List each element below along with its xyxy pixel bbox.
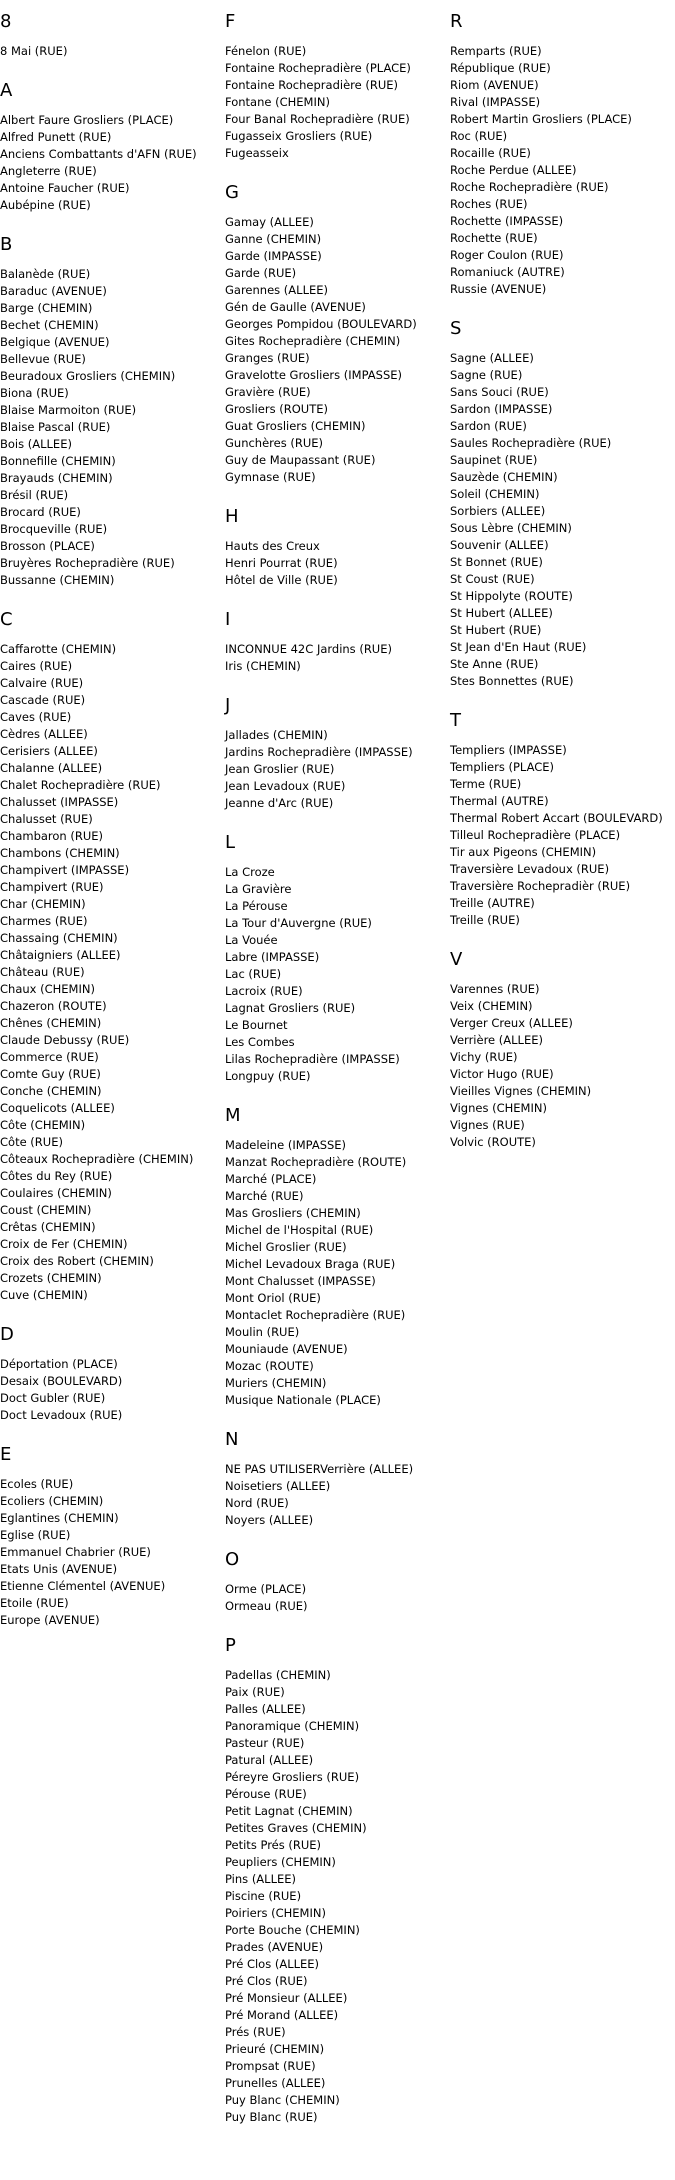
section-letter-heading: J xyxy=(225,695,231,716)
street-link[interactable]: Caffarotte (CHEMIN) xyxy=(0,642,117,656)
letter-section xyxy=(225,831,449,1085)
street-link[interactable]: Traversière Rochepradièr (RUE) xyxy=(450,879,631,893)
street-link[interactable]: Madeleine (IMPASSE) xyxy=(225,1138,347,1152)
street-link[interactable]: Caves (RUE) xyxy=(0,710,72,724)
street-link[interactable]: Stes Bonnettes (RUE) xyxy=(450,674,574,688)
section-letter-heading: F xyxy=(225,11,236,32)
letter-section xyxy=(0,1443,224,1629)
street-link[interactable]: Gén de Gaulle (AVENUE) xyxy=(225,300,366,314)
street-link[interactable]: Puy Blanc (RUE) xyxy=(225,2110,318,2124)
street-link[interactable]: Chassaing (CHEMIN) xyxy=(0,931,118,945)
street-link[interactable]: St Bonnet (RUE) xyxy=(450,555,543,569)
street-link[interactable]: Brésil (RUE) xyxy=(0,488,69,502)
letter-section xyxy=(0,608,224,1304)
street-link[interactable]: Coust (CHEMIN) xyxy=(0,1203,92,1217)
street-link[interactable]: Henri Pourrat (RUE) xyxy=(225,556,338,570)
street-link[interactable]: Barge (CHEMIN) xyxy=(0,301,93,315)
street-link[interactable]: Patural (ALLEE) xyxy=(225,1753,314,1767)
street-link[interactable]: Sardon (IMPASSE) xyxy=(450,402,553,416)
street-link[interactable]: Etats Unis (AVENUE) xyxy=(0,1562,118,1576)
street-link[interactable]: Brocqueville (RUE) xyxy=(0,522,108,536)
street-link[interactable]: St Hippolyte (ROUTE) xyxy=(450,589,573,603)
street-link[interactable]: Châtaigniers (ALLEE) xyxy=(0,948,121,962)
street-link[interactable]: Fugeasseix xyxy=(225,146,289,160)
street-link[interactable]: Ecoles (RUE) xyxy=(0,1477,74,1491)
street-link[interactable]: Orme (PLACE) xyxy=(225,1582,307,1596)
street-link[interactable]: INCONNUE 42C Jardins (RUE) xyxy=(225,642,392,656)
street-link[interactable]: Templiers (IMPASSE) xyxy=(450,743,567,757)
street-link[interactable]: Noisetiers (ALLEE) xyxy=(225,1479,331,1493)
street-index-column-2 xyxy=(225,10,449,2145)
section-letter-heading: V xyxy=(450,949,463,970)
street-link[interactable]: Terme (RUE) xyxy=(450,777,522,791)
street-link[interactable]: Puy Blanc (CHEMIN) xyxy=(225,2093,340,2107)
section-letter-heading: T xyxy=(450,710,461,731)
street-list xyxy=(0,112,224,214)
street-link[interactable]: Grosliers (ROUTE) xyxy=(225,402,328,416)
street-link[interactable]: Verger Creux (ALLEE) xyxy=(450,1016,573,1030)
section-letter-heading: S xyxy=(450,318,462,339)
street-list xyxy=(225,1137,449,1409)
street-index-column-3 xyxy=(450,10,675,1170)
street-link[interactable]: Baraduc (AVENUE) xyxy=(0,284,107,298)
street-link[interactable]: La Tour d'Auvergne (RUE) xyxy=(225,916,372,930)
street-link[interactable]: Thermal Robert Accart (BOULEVARD) xyxy=(450,811,663,825)
street-link[interactable]: Rochette (IMPASSE) xyxy=(450,214,564,228)
street-link[interactable]: St Coust (RUE) xyxy=(450,572,535,586)
street-link[interactable]: Péreyre Grosliers (RUE) xyxy=(225,1770,360,1784)
street-link[interactable]: Pré Clos (RUE) xyxy=(225,1974,308,1988)
section-letter-heading: H xyxy=(225,506,239,527)
street-link[interactable]: Petit Lagnat (CHEMIN) xyxy=(225,1804,353,1818)
street-link[interactable]: St Hubert (RUE) xyxy=(450,623,542,637)
street-link[interactable]: Michel Groslier (RUE) xyxy=(225,1240,347,1254)
street-link[interactable]: Garde (RUE) xyxy=(225,266,297,280)
street-link[interactable]: Mont Oriol (RUE) xyxy=(225,1291,321,1305)
street-link[interactable]: Michel Levadoux Braga (RUE) xyxy=(225,1257,396,1271)
street-link[interactable]: Bellevue (RUE) xyxy=(0,352,86,366)
street-link[interactable]: Nord (RUE) xyxy=(225,1496,289,1510)
street-link[interactable]: St Hubert (ALLEE) xyxy=(450,606,553,620)
letter-section xyxy=(450,709,675,929)
street-link[interactable]: Sauzède (CHEMIN) xyxy=(450,470,558,484)
street-list xyxy=(0,1356,224,1424)
street-link[interactable]: Peupliers (CHEMIN) xyxy=(225,1855,336,1869)
street-link[interactable]: Riom (AVENUE) xyxy=(450,78,539,92)
street-link[interactable]: Vieilles Vignes (CHEMIN) xyxy=(450,1084,592,1098)
street-list xyxy=(225,1461,449,1529)
street-link[interactable]: Côtes du Rey (RUE) xyxy=(0,1169,113,1183)
street-link[interactable]: Pins (ALLEE) xyxy=(225,1872,296,1886)
street-link[interactable]: Croix de Fer (CHEMIN) xyxy=(0,1237,128,1251)
street-link[interactable]: Le Bournet xyxy=(225,1018,288,1032)
street-list xyxy=(225,1667,449,2126)
letter-section xyxy=(225,181,449,486)
street-link[interactable]: Chazeron (ROUTE) xyxy=(0,999,107,1013)
street-link[interactable]: Brayauds (CHEMIN) xyxy=(0,471,113,485)
street-link[interactable]: Caires (RUE) xyxy=(0,659,73,673)
street-link[interactable]: Jeanne d'Arc (RUE) xyxy=(225,796,334,810)
street-link[interactable]: St Jean d'En Haut (RUE) xyxy=(450,640,587,654)
street-link[interactable]: Desaix (BOULEVARD) xyxy=(0,1374,123,1388)
letter-section xyxy=(225,505,449,589)
street-link[interactable]: Claude Debussy (RUE) xyxy=(0,1033,130,1047)
street-link[interactable]: Blaise Pascal (RUE) xyxy=(0,420,111,434)
street-link[interactable]: Gravelotte Grosliers (IMPASSE) xyxy=(225,368,403,382)
street-link[interactable]: Champivert (RUE) xyxy=(0,880,104,894)
street-link[interactable]: Iris (CHEMIN) xyxy=(225,659,301,673)
street-link[interactable]: Sorbiers (ALLEE) xyxy=(450,504,546,518)
street-link[interactable]: Granges (RUE) xyxy=(225,351,310,365)
street-link[interactable]: Gamay (ALLEE) xyxy=(225,215,314,229)
street-link[interactable]: Saupinet (RUE) xyxy=(450,453,538,467)
street-link[interactable]: Hauts des Creux xyxy=(225,539,320,553)
street-link[interactable]: Michel de l'Hospital (RUE) xyxy=(225,1223,374,1237)
street-link[interactable]: Prunelles (ALLEE) xyxy=(225,2076,326,2090)
street-link[interactable]: Gites Rochepradière (CHEMIN) xyxy=(225,334,401,348)
street-link[interactable]: Fontaine Rochepradière (RUE) xyxy=(225,78,398,92)
section-letter-heading: O xyxy=(225,1549,240,1570)
street-link[interactable]: Côte (CHEMIN) xyxy=(0,1118,86,1132)
street-link[interactable]: La Croze xyxy=(225,865,275,879)
street-link[interactable]: Cèdres (ALLEE) xyxy=(0,727,88,741)
street-link[interactable]: Rocaille (RUE) xyxy=(450,146,531,160)
street-link[interactable]: Tilleul Rochepradière (PLACE) xyxy=(450,828,621,842)
street-link[interactable]: Coulaires (CHEMIN) xyxy=(0,1186,112,1200)
street-link[interactable]: Comte Guy (RUE) xyxy=(0,1067,101,1081)
street-link[interactable]: Guat Grosliers (CHEMIN) xyxy=(225,419,366,433)
street-link[interactable]: Hôtel de Ville (RUE) xyxy=(225,573,338,587)
street-link[interactable]: Montaclet Rochepradière (RUE) xyxy=(225,1308,406,1322)
street-link[interactable]: Saules Rochepradière (RUE) xyxy=(450,436,612,450)
street-link[interactable]: Coquelicots (ALLEE) xyxy=(0,1101,115,1115)
street-list xyxy=(450,981,675,1151)
street-link[interactable]: Prompsat (RUE) xyxy=(225,2059,316,2073)
street-link[interactable]: Gravière (RUE) xyxy=(225,385,311,399)
street-link[interactable]: Roc (RUE) xyxy=(450,129,508,143)
section-letter-heading: E xyxy=(0,1444,12,1465)
street-link[interactable]: Mozac (ROUTE) xyxy=(225,1359,314,1373)
street-link[interactable]: Pré Clos (ALLEE) xyxy=(225,1957,320,1971)
street-link[interactable]: Vignes (RUE) xyxy=(450,1118,525,1132)
street-link[interactable]: Jean Groslier (RUE) xyxy=(225,762,335,776)
street-link[interactable]: Commerce (RUE) xyxy=(0,1050,99,1064)
street-link[interactable]: Les Combes xyxy=(225,1035,295,1049)
street-link[interactable]: Antoine Faucher (RUE) xyxy=(0,181,130,195)
section-letter-heading: L xyxy=(225,832,236,853)
street-link[interactable]: Calvaire (RUE) xyxy=(0,676,84,690)
street-list xyxy=(225,864,449,1085)
street-link[interactable]: Char (CHEMIN) xyxy=(0,897,86,911)
street-link[interactable]: Fontaine Rochepradière (PLACE) xyxy=(225,61,411,75)
letter-section xyxy=(225,1428,449,1529)
street-link[interactable]: Brocard (RUE) xyxy=(0,505,81,519)
street-list xyxy=(225,214,449,486)
street-link[interactable]: Souvenir (ALLEE) xyxy=(450,538,549,552)
street-link[interactable]: Europe (AVENUE) xyxy=(0,1613,100,1627)
street-link[interactable]: Anciens Combattants d'AFN (RUE) xyxy=(0,147,197,161)
street-link[interactable]: Chaux (CHEMIN) xyxy=(0,982,95,996)
section-letter-heading: M xyxy=(225,1105,241,1126)
street-link[interactable]: Templiers (PLACE) xyxy=(450,760,555,774)
street-link[interactable]: Georges Pompidou (BOULEVARD) xyxy=(225,317,417,331)
street-link[interactable]: Roches (RUE) xyxy=(450,197,528,211)
street-link[interactable]: Roger Coulon (RUE) xyxy=(450,248,564,262)
street-link[interactable]: Cuve (CHEMIN) xyxy=(0,1288,88,1302)
section-letter-heading: I xyxy=(225,609,231,630)
street-link[interactable]: Lacroix (RUE) xyxy=(225,984,303,998)
street-link[interactable]: Fontane (CHEMIN) xyxy=(225,95,330,109)
street-list xyxy=(450,742,675,929)
street-link[interactable]: Ste Anne (RUE) xyxy=(450,657,539,671)
section-letter-heading: B xyxy=(0,234,13,255)
street-link[interactable]: Chalanne (ALLEE) xyxy=(0,761,103,775)
street-link[interactable]: Bechet (CHEMIN) xyxy=(0,318,99,332)
street-link[interactable]: Pérouse (RUE) xyxy=(225,1787,307,1801)
street-link[interactable]: La Gravière xyxy=(225,882,292,896)
street-link[interactable]: Chambons (CHEMIN) xyxy=(0,846,120,860)
letter-section xyxy=(450,317,675,690)
street-list xyxy=(225,641,449,675)
street-link[interactable]: Thermal (AUTRE) xyxy=(450,794,549,808)
letter-section xyxy=(0,1323,224,1424)
street-link[interactable]: Gymnase (RUE) xyxy=(225,470,316,484)
street-link[interactable]: Marché (RUE) xyxy=(225,1189,304,1203)
letter-section xyxy=(225,1104,449,1409)
street-link[interactable]: Côteaux Rochepradière (CHEMIN) xyxy=(0,1152,194,1166)
street-link[interactable]: Chalusset (RUE) xyxy=(0,812,93,826)
letter-section xyxy=(0,233,224,589)
street-link[interactable]: Emmanuel Chabrier (RUE) xyxy=(0,1545,151,1559)
street-link[interactable]: Pasteur (RUE) xyxy=(225,1736,305,1750)
street-link[interactable]: Château (RUE) xyxy=(0,965,85,979)
street-link[interactable]: Russie (AVENUE) xyxy=(450,282,547,296)
street-list xyxy=(225,538,449,589)
street-list xyxy=(0,1476,224,1629)
street-link[interactable]: Bonnefille (CHEMIN) xyxy=(0,454,116,468)
street-link[interactable]: Panoramique (CHEMIN) xyxy=(225,1719,360,1733)
street-link[interactable]: Champivert (IMPASSE) xyxy=(0,863,130,877)
street-link[interactable]: Petits Prés (RUE) xyxy=(225,1838,322,1852)
street-link[interactable]: Sagne (ALLEE) xyxy=(450,351,534,365)
street-link[interactable]: Gunchères (RUE) xyxy=(225,436,324,450)
street-link[interactable]: Pré Morand (ALLEE) xyxy=(225,2008,339,2022)
street-link[interactable]: Vichy (RUE) xyxy=(450,1050,518,1064)
street-link[interactable]: Varennes (RUE) xyxy=(450,982,540,996)
street-link[interactable]: Traversière Levadoux (RUE) xyxy=(450,862,610,876)
street-link[interactable]: Jean Levadoux (RUE) xyxy=(225,779,346,793)
street-link[interactable]: Mouniaude (AVENUE) xyxy=(225,1342,348,1356)
street-link[interactable]: Croix des Robert (CHEMIN) xyxy=(0,1254,154,1268)
street-link[interactable]: Musique Nationale (PLACE) xyxy=(225,1393,381,1407)
street-link[interactable]: Blaise Marmoiton (RUE) xyxy=(0,403,137,417)
street-link[interactable]: Mas Grosliers (CHEMIN) xyxy=(225,1206,361,1220)
street-link[interactable]: Muriers (CHEMIN) xyxy=(225,1376,327,1390)
street-link[interactable]: Sous Lèbre (CHEMIN) xyxy=(450,521,572,535)
street-link[interactable]: Ormeau (RUE) xyxy=(225,1599,308,1613)
street-link[interactable]: Volvic (ROUTE) xyxy=(450,1135,536,1149)
street-link[interactable]: Aubépine (RUE) xyxy=(0,198,91,212)
street-link[interactable]: Conche (CHEMIN) xyxy=(0,1084,102,1098)
street-link[interactable]: Charmes (RUE) xyxy=(0,914,88,928)
street-link[interactable]: Tir aux Pigeons (CHEMIN) xyxy=(450,845,597,859)
street-link[interactable]: Soleil (CHEMIN) xyxy=(450,487,540,501)
street-link[interactable]: 8 Mai (RUE) xyxy=(0,44,68,58)
street-list xyxy=(225,43,449,162)
street-link[interactable]: Pré Monsieur (ALLEE) xyxy=(225,1991,348,2005)
street-link[interactable]: Prieuré (CHEMIN) xyxy=(225,2042,325,2056)
street-link[interactable]: Etoile (RUE) xyxy=(0,1596,69,1610)
street-link[interactable]: La Vouée xyxy=(225,933,278,947)
street-list xyxy=(0,266,224,589)
street-link[interactable]: Chambaron (RUE) xyxy=(0,829,104,843)
street-link[interactable]: Fugasseix Grosliers (RUE) xyxy=(225,129,373,143)
letter-section xyxy=(225,10,449,162)
street-link[interactable]: Petites Graves (CHEMIN) xyxy=(225,1821,367,1835)
street-link[interactable]: Mont Chalusset (IMPASSE) xyxy=(225,1274,376,1288)
street-link[interactable]: Jallades (CHEMIN) xyxy=(225,728,328,742)
street-link[interactable]: NE PAS UTILISERVerrière (ALLEE) xyxy=(225,1462,414,1476)
street-link[interactable]: Cascade (RUE) xyxy=(0,693,86,707)
street-link[interactable]: Doct Levadoux (RUE) xyxy=(0,1408,123,1422)
street-link[interactable]: Lagnat Grosliers (RUE) xyxy=(225,1001,356,1015)
street-link[interactable]: Bruyères Rochepradière (RUE) xyxy=(0,556,175,570)
street-link[interactable]: Crozets (CHEMIN) xyxy=(0,1271,102,1285)
street-link[interactable]: Sardon (RUE) xyxy=(450,419,527,433)
letter-section xyxy=(0,10,224,60)
letter-section xyxy=(225,1548,449,1615)
street-list xyxy=(0,43,224,60)
street-link[interactable]: Bois (ALLEE) xyxy=(0,437,72,451)
section-letter-heading: G xyxy=(225,182,239,203)
street-link[interactable]: Veix (CHEMIN) xyxy=(450,999,533,1013)
street-link[interactable]: Garennes (ALLEE) xyxy=(225,283,328,297)
street-link[interactable]: Bussanne (CHEMIN) xyxy=(0,573,115,587)
street-link[interactable]: République (RUE) xyxy=(450,61,551,75)
street-link[interactable]: Vignes (CHEMIN) xyxy=(450,1101,547,1115)
street-link[interactable]: Albert Faure Grosliers (PLACE) xyxy=(0,113,174,127)
street-link[interactable]: Roche Perdue (ALLEE) xyxy=(450,163,577,177)
street-link[interactable]: Lac (RUE) xyxy=(225,967,282,981)
street-list xyxy=(0,641,224,1304)
section-letter-heading: D xyxy=(0,1324,14,1345)
street-link[interactable]: Chênes (CHEMIN) xyxy=(0,1016,102,1030)
section-letter-heading: A xyxy=(0,80,13,101)
street-link[interactable]: La Pérouse xyxy=(225,899,288,913)
street-link[interactable]: Moulin (RUE) xyxy=(225,1325,300,1339)
street-link[interactable]: Crêtas (CHEMIN) xyxy=(0,1220,96,1234)
street-link[interactable]: Brosson (PLACE) xyxy=(0,539,95,553)
street-link[interactable]: Beuradoux Grosliers (CHEMIN) xyxy=(0,369,176,383)
street-link[interactable]: Rochette (RUE) xyxy=(450,231,538,245)
street-link[interactable]: Palles (ALLEE) xyxy=(225,1702,306,1716)
section-letter-heading: R xyxy=(450,11,463,32)
street-link[interactable]: Remparts (RUE) xyxy=(450,44,542,58)
street-link[interactable]: Marché (PLACE) xyxy=(225,1172,317,1186)
street-link[interactable]: Paix (RUE) xyxy=(225,1685,285,1699)
street-link[interactable]: Eglise (RUE) xyxy=(0,1528,71,1542)
section-letter-heading: C xyxy=(0,609,13,630)
section-letter-heading: N xyxy=(225,1429,239,1450)
street-list xyxy=(450,43,675,298)
street-link[interactable]: Angleterre (RUE) xyxy=(0,164,97,178)
street-link[interactable]: Chalet Rochepradière (RUE) xyxy=(0,778,161,792)
street-link[interactable]: Lilas Rochepradière (IMPASSE) xyxy=(225,1052,400,1066)
section-letter-heading: 8 xyxy=(0,11,12,32)
street-link[interactable]: Belgique (AVENUE) xyxy=(0,335,110,349)
street-link[interactable]: Cerisiers (ALLEE) xyxy=(0,744,98,758)
street-link[interactable]: Rival (IMPASSE) xyxy=(450,95,541,109)
street-link[interactable]: Prades (AVENUE) xyxy=(225,1940,324,1954)
street-link[interactable]: Verrière (ALLEE) xyxy=(450,1033,543,1047)
street-link[interactable]: Padellas (CHEMIN) xyxy=(225,1668,331,1682)
street-link[interactable]: Balanède (RUE) xyxy=(0,267,91,281)
street-link[interactable]: Noyers (ALLEE) xyxy=(225,1513,314,1527)
street-link[interactable]: Prés (RUE) xyxy=(225,2025,286,2039)
street-link[interactable]: Romaniuck (AUTRE) xyxy=(450,265,565,279)
street-link[interactable]: Porte Bouche (CHEMIN) xyxy=(225,1923,360,1937)
street-list xyxy=(225,1581,449,1615)
street-list xyxy=(225,727,449,812)
letter-section xyxy=(0,79,224,214)
street-link[interactable]: Biona (RUE) xyxy=(0,386,69,400)
street-link[interactable]: Sagne (RUE) xyxy=(450,368,523,382)
street-index-column-1 xyxy=(0,10,224,1648)
street-link[interactable]: Ecoliers (CHEMIN) xyxy=(0,1494,104,1508)
street-link[interactable]: Jardins Rochepradière (IMPASSE) xyxy=(225,745,413,759)
letter-section xyxy=(225,1634,449,2126)
street-link[interactable]: Labre (IMPASSE) xyxy=(225,950,320,964)
street-link[interactable]: Ganne (CHEMIN) xyxy=(225,232,322,246)
street-link[interactable]: Manzat Rochepradière (ROUTE) xyxy=(225,1155,407,1169)
street-link[interactable]: Guy de Maupassant (RUE) xyxy=(225,453,376,467)
street-link[interactable]: Four Banal Rochepradière (RUE) xyxy=(225,112,410,126)
street-link[interactable]: Longpuy (RUE) xyxy=(225,1069,311,1083)
street-link[interactable]: Roche Rochepradière (RUE) xyxy=(450,180,609,194)
street-link[interactable]: Treille (RUE) xyxy=(450,913,520,927)
street-link[interactable]: Eglantines (CHEMIN) xyxy=(0,1511,119,1525)
street-link[interactable]: Poiriers (CHEMIN) xyxy=(225,1906,326,1920)
letter-section xyxy=(450,948,675,1151)
street-list xyxy=(450,350,675,690)
street-link[interactable]: Robert Martin Grosliers (PLACE) xyxy=(450,112,632,126)
letter-section xyxy=(225,608,449,675)
street-link[interactable]: Etienne Clémentel (AVENUE) xyxy=(0,1579,166,1593)
street-link[interactable]: Déportation (PLACE) xyxy=(0,1357,118,1371)
street-link[interactable]: Alfred Punett (RUE) xyxy=(0,130,112,144)
street-link[interactable]: Côte (RUE) xyxy=(0,1135,63,1149)
street-link[interactable]: Sans Souci (RUE) xyxy=(450,385,549,399)
street-link[interactable]: Garde (IMPASSE) xyxy=(225,249,322,263)
letter-section xyxy=(450,10,675,298)
street-link[interactable]: Chalusset (IMPASSE) xyxy=(0,795,119,809)
street-link[interactable]: Doct Gubler (RUE) xyxy=(0,1391,106,1405)
street-link[interactable]: Fénelon (RUE) xyxy=(225,44,307,58)
section-letter-heading: P xyxy=(225,1635,236,1656)
street-link[interactable]: Treille (AUTRE) xyxy=(450,896,535,910)
street-link[interactable]: Piscine (RUE) xyxy=(225,1889,302,1903)
street-link[interactable]: Victor Hugo (RUE) xyxy=(450,1067,554,1081)
letter-section xyxy=(225,694,449,812)
